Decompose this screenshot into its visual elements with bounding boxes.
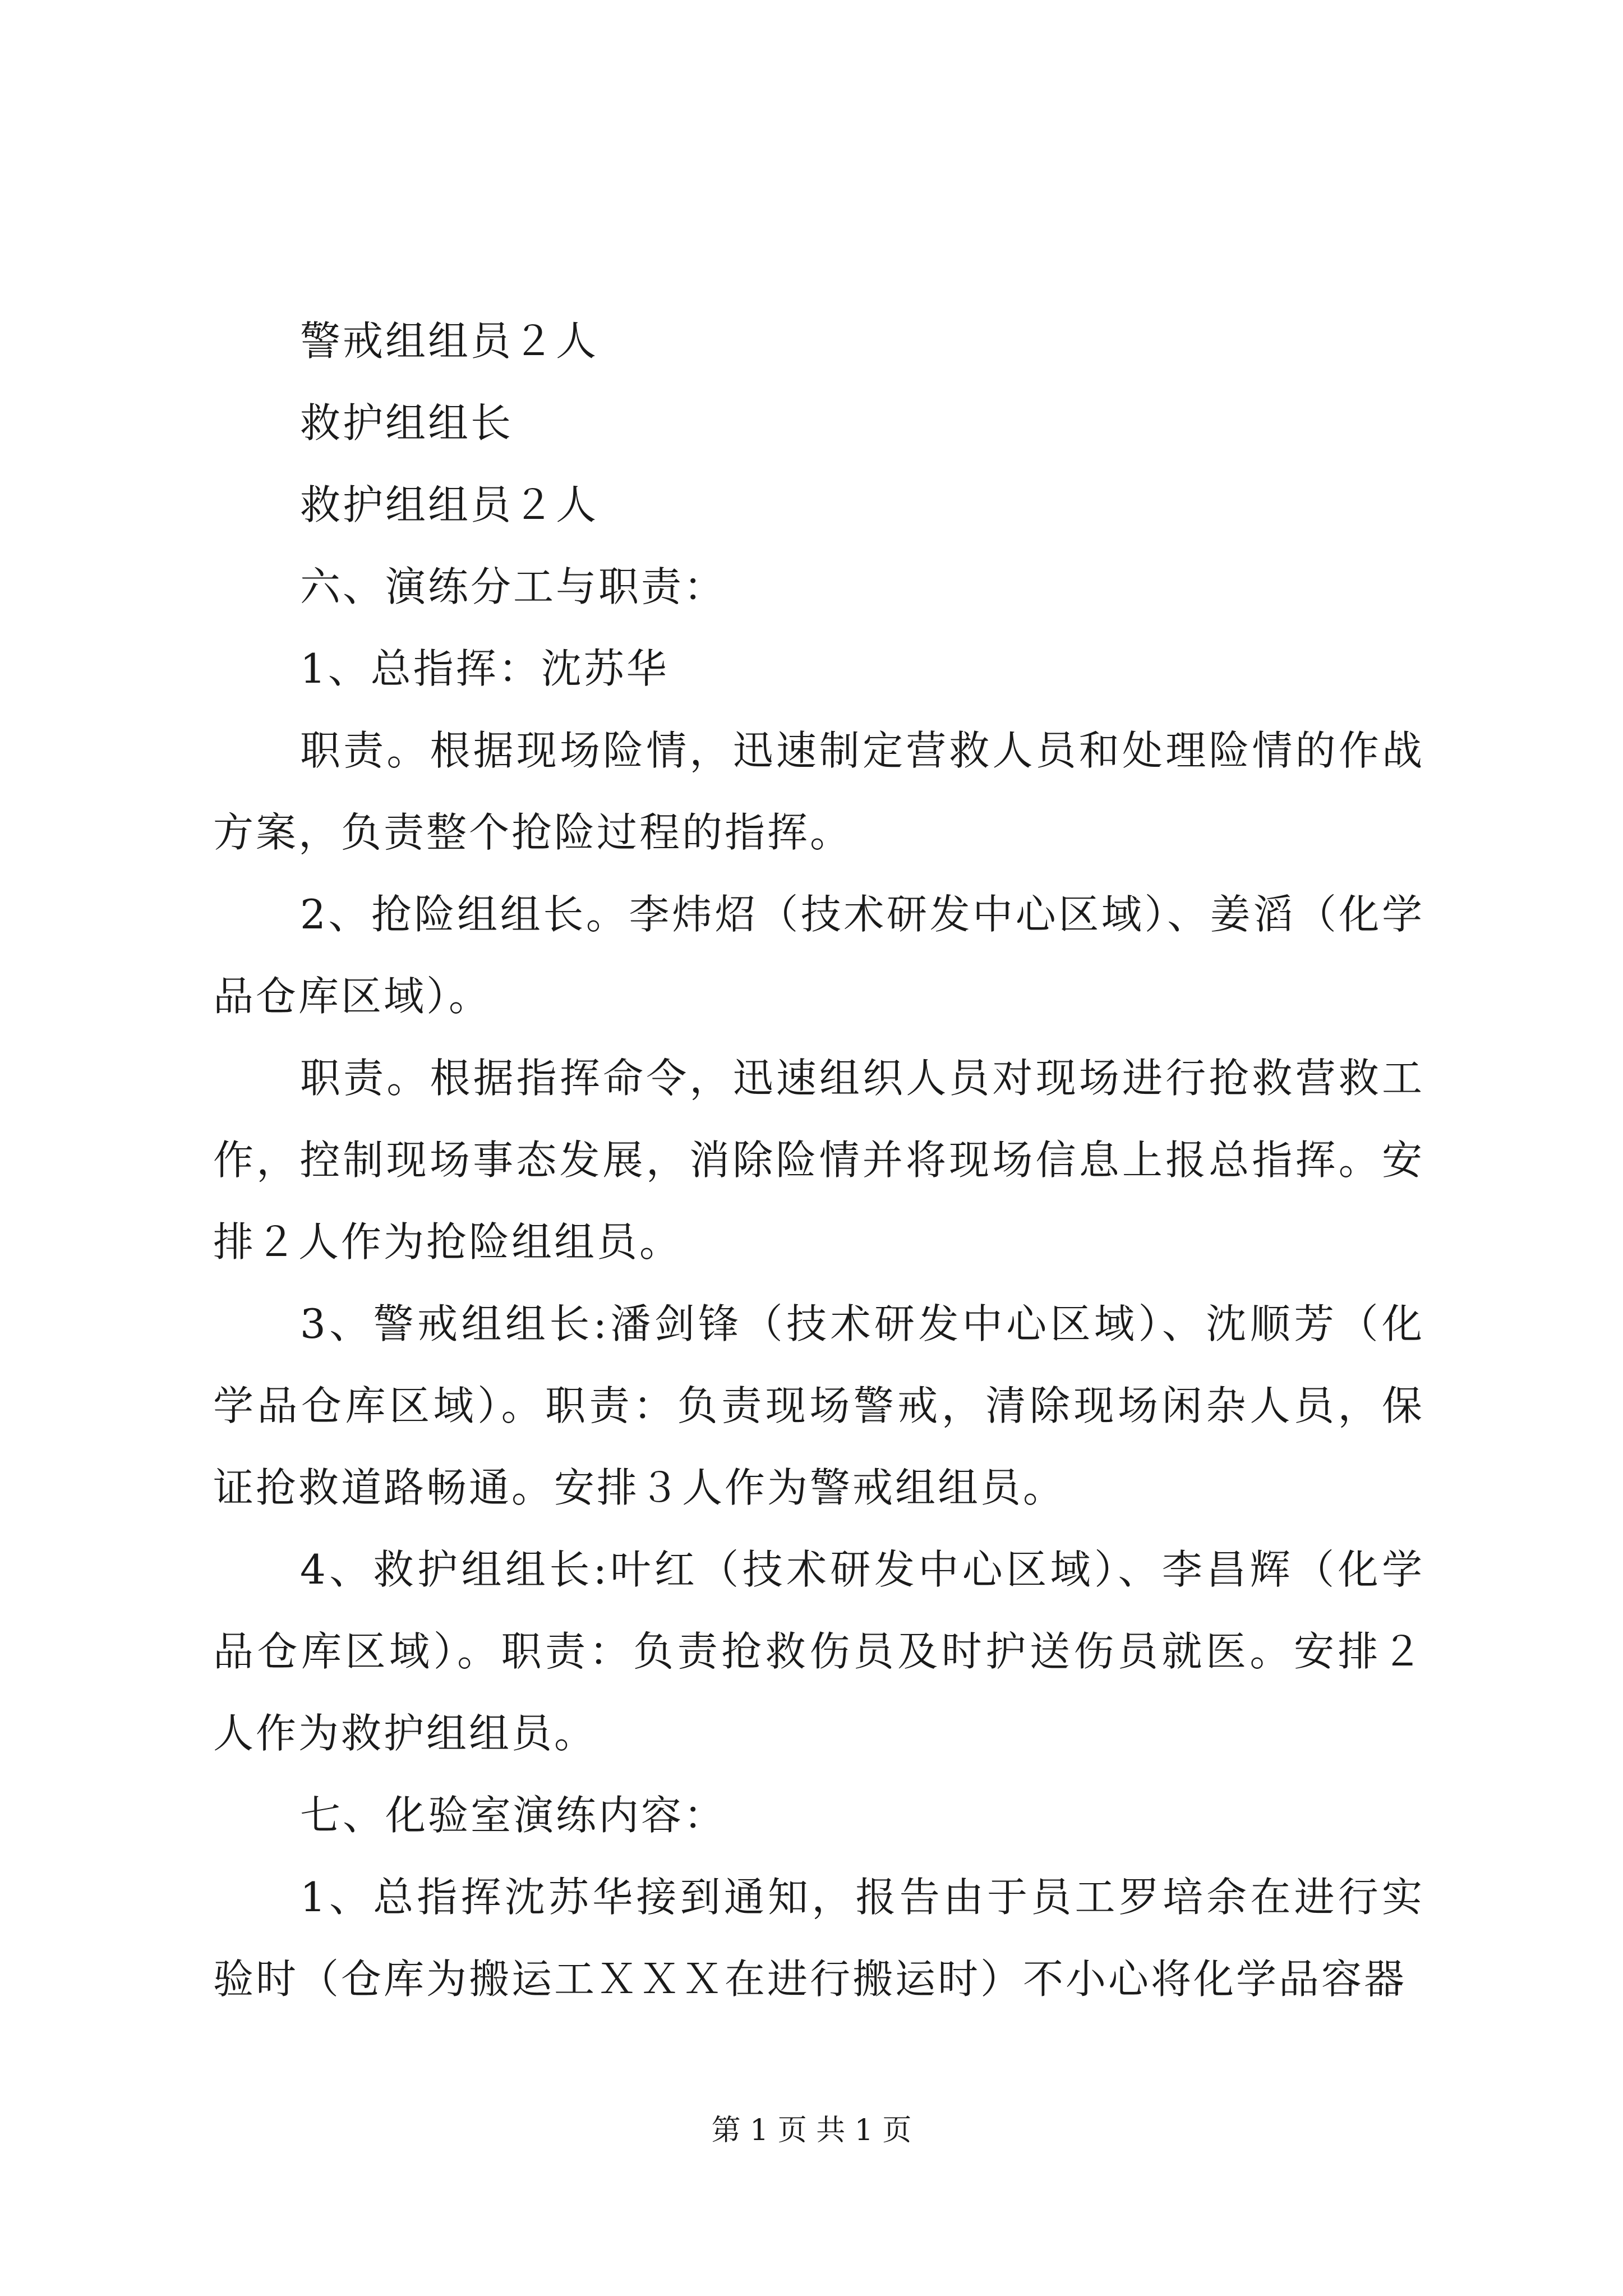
paragraph-rescue-members: 救护组组员２人 [300,481,599,528]
paragraph-emergency-duties: 职责。根据指挥命令，迅速组织人员对现场进行抢救营救工作，控制现场事态发展，消除险情并将现场信息上报总指挥。安排２人作为抢险组组员。 [213,1055,1424,1266]
paragraph-lab-drill-step-1: 1、总指挥沈苏华接到通知，报告由于员工罗培余在进行实验时（仓库为搬运工ＸＸＸ在进行搬运时）不小心将化学品容器 [213,1874,1424,2003]
paragraph-guard-leader: 3、警戒组组长:潘剑锋（技术研发中心区域）、沈顺芳（化学品仓库区域）。职责：负责现场警戒，清除现场闲杂人员，保证抢救道路畅通。安排３人作为警戒组组员。 [213,1300,1424,1511]
page-footer: 第 1 页 共 1 页 [711,2114,912,2147]
paragraph-commander: 1、总指挥：沈苏华 [300,645,669,692]
paragraph-rescue-team-leader: 4、救护组组长:叶红（技术研发中心区域）、李昌辉（化学品仓库区域）。职责：负责抢救伤员及时护送伤员就医。安排２人作为救护组组员。 [213,1546,1424,1757]
paragraph-commander-duties: 职责。根据现场险情，迅速制定营救人员和处理险情的作战方案，负责整个抢险过程的指挥。 [213,727,1424,856]
paragraph-emergency-leader: 2、抢险组组长。李炜炤（技术研发中心区域）、姜滔（化学品仓库区域）。 [213,891,1424,1020]
document-body [213,300,1424,2020]
section-heading-lab-drill: 七、化验室演练内容： [300,1792,727,1839]
paragraph-guard-members: 警戒组组员２人 [300,318,599,365]
section-heading-duties: 六、演练分工与职责： [300,563,727,610]
paragraph-rescue-leader: 救护组组长 [300,399,514,447]
